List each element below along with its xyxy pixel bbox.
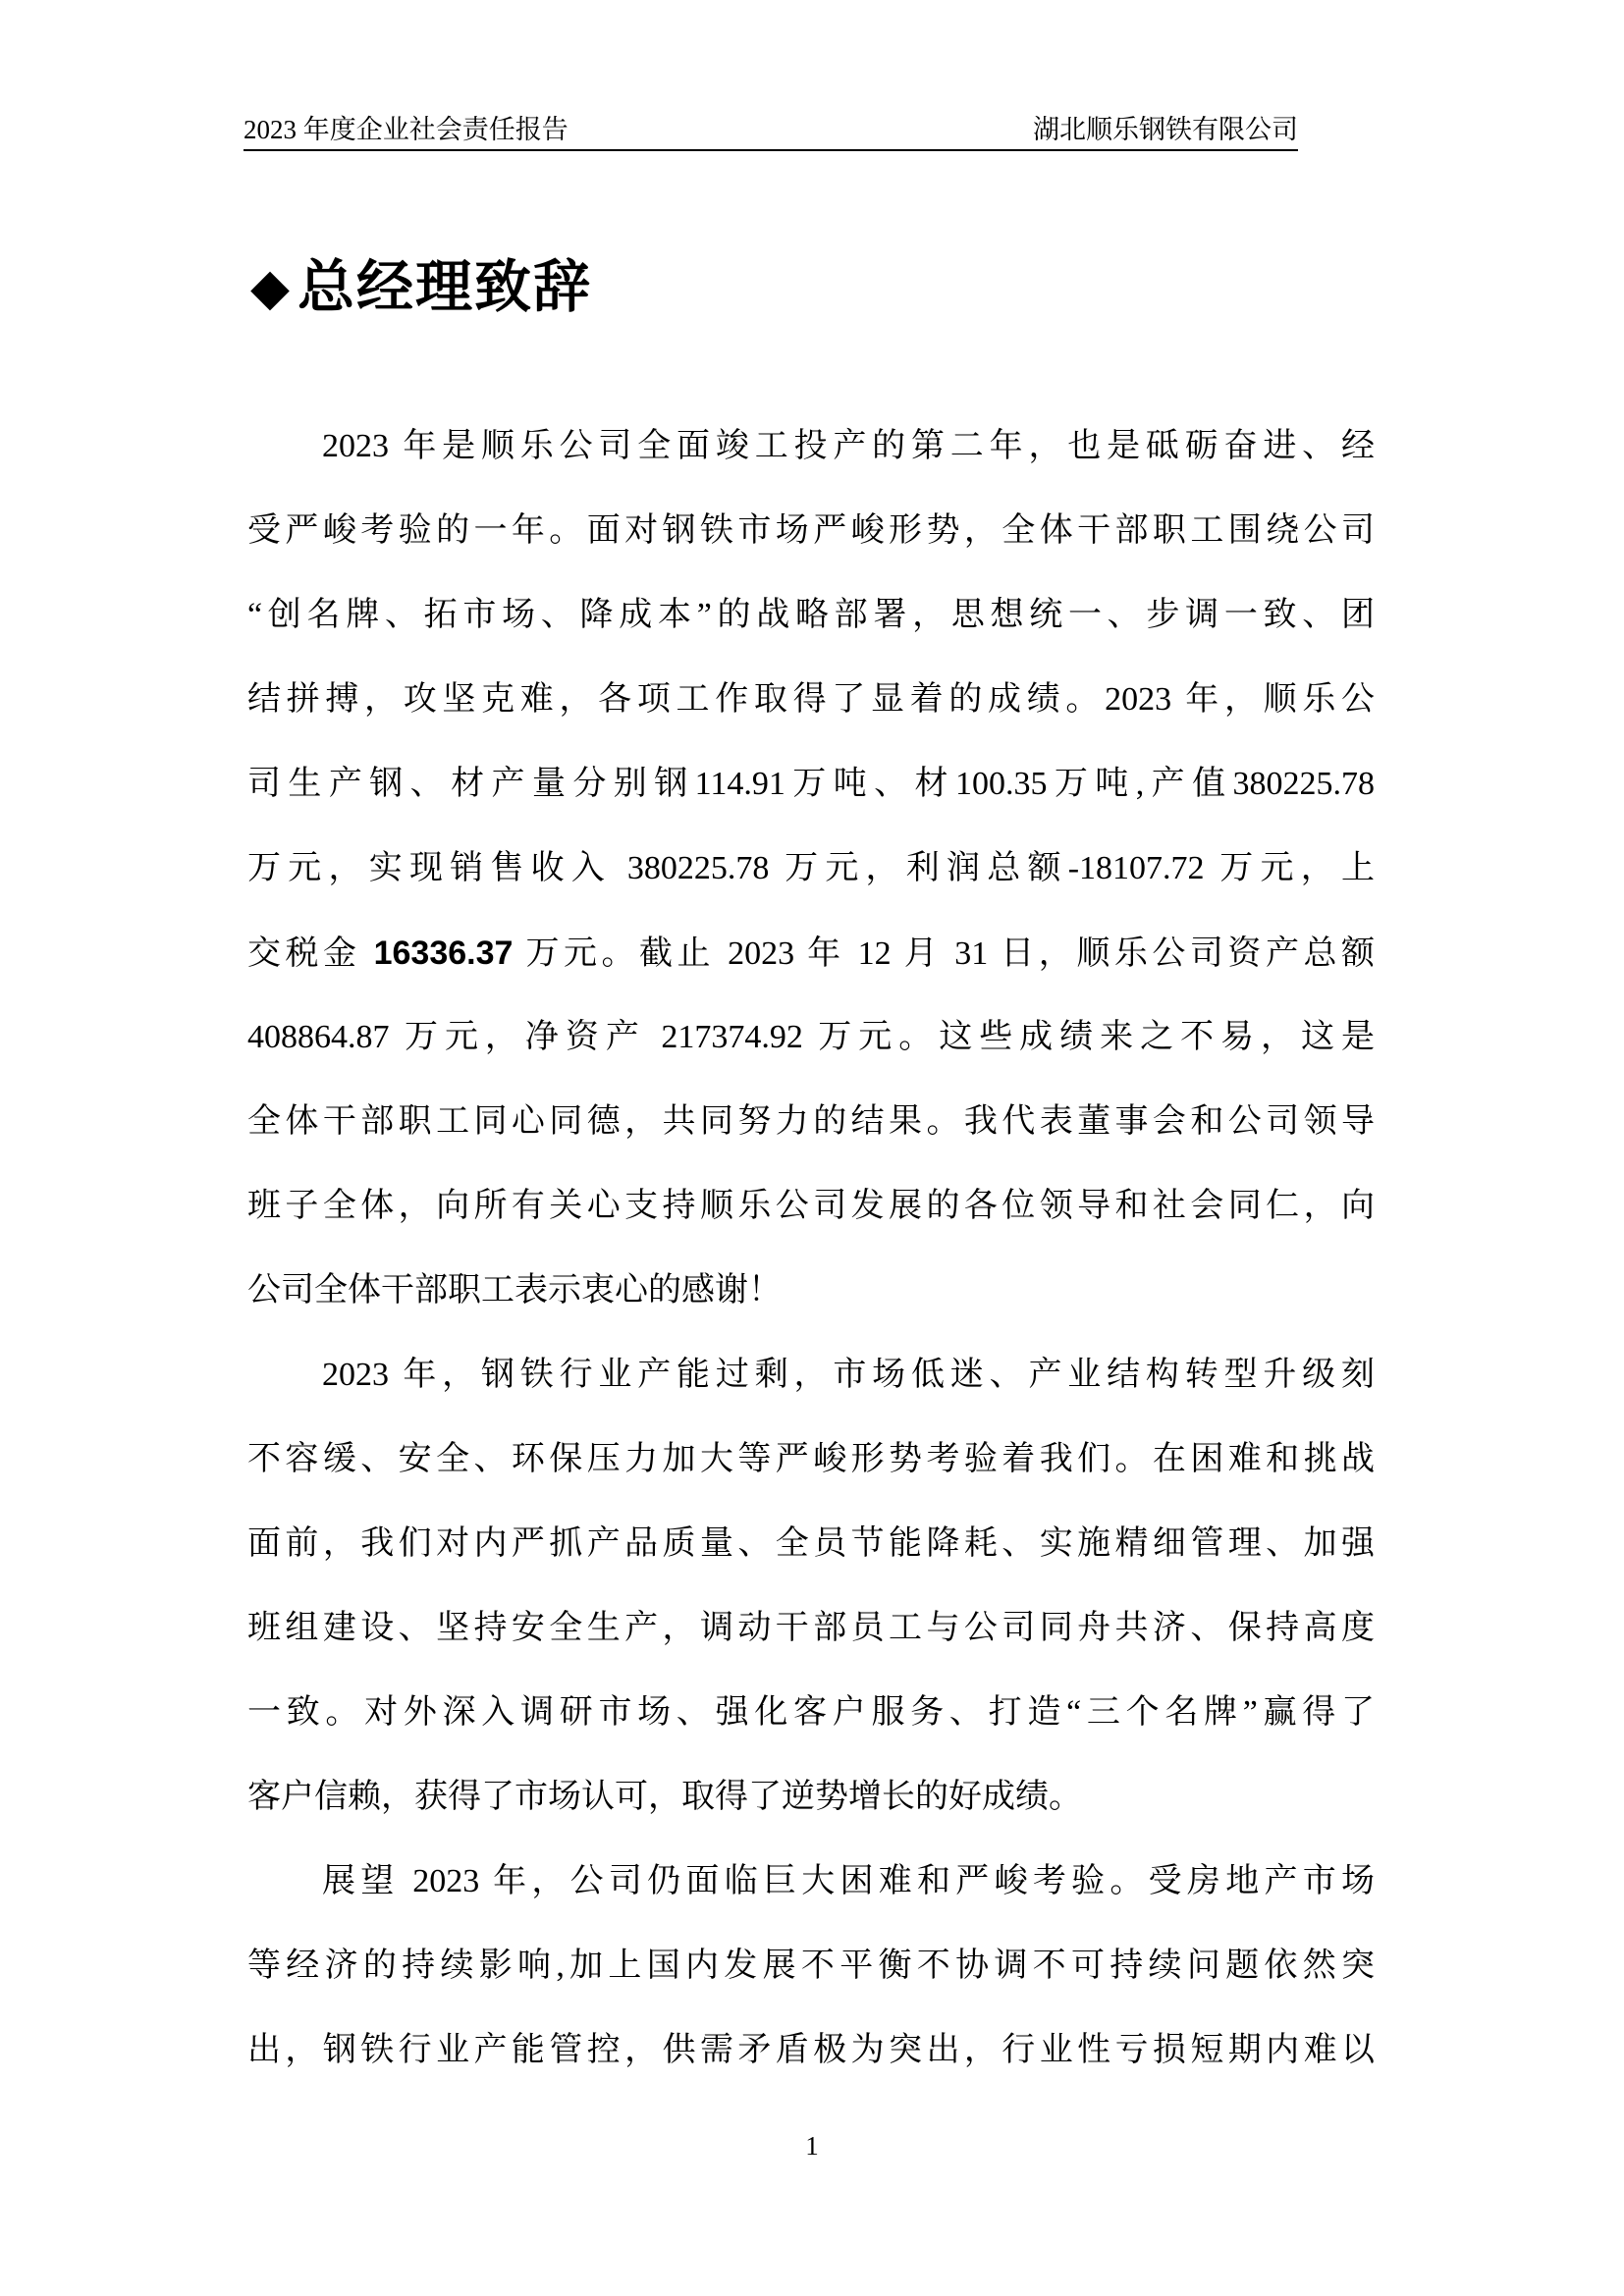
paragraph-3: [247, 1840, 1375, 2093]
page-number: 1: [805, 2131, 819, 2161]
body-line: 面前，我们对内严抓产品质量、全员节能降耗、实施精细管理、加强: [247, 1525, 1375, 1562]
body-line: 班组建设、坚持安全生产，调动干部员工与公司同舟共济、保持高度: [247, 1610, 1375, 1646]
header-company-name: 湖北顺乐钢铁有限公司: [1033, 115, 1298, 144]
line-text: 万元。截止 2023 年 12 月 31 日，顺乐公司资产总额: [513, 935, 1376, 972]
line-text: 交税金: [247, 935, 374, 972]
diamond-bullet-icon: ◆: [250, 259, 292, 316]
body-line: 班子全体，向所有关心支持顺乐公司发展的各位领导和社会同仁，向: [247, 1188, 1375, 1224]
paragraph-1: [247, 404, 1375, 1333]
body-line: “创名牌、拓市场、降成本”的战略部署，思想统一、步调一致、团: [247, 597, 1375, 633]
body-line: [247, 911, 1375, 995]
body-line: 展望 2023 年，公司仍面临巨大困难和严峻考验。受房地产市场: [322, 1863, 1375, 1899]
header-report-title: 2023 年度企业社会责任报告: [244, 115, 568, 144]
body-line: 2023 年是顺乐公司全面竣工投产的第二年，也是砥砺奋进、经: [322, 428, 1375, 464]
body-line: 等经济的持续影响,加上国内发展不平衡不协调不可持续问题依然突: [247, 1948, 1375, 1984]
body-line: 受严峻考验的一年。面对钢铁市场严峻形势，全体干部职工围绕公司: [247, 512, 1375, 549]
body-line: 出，钢铁行业产能管控，供需矛盾极为突出，行业性亏损短期内难以: [247, 2032, 1375, 2068]
body-line: 408864.87 万元，净资产 217374.92 万元。这些成绩来之不易，这是: [247, 1019, 1375, 1055]
body-line: 2023 年，钢铁行业产能过剩，市场低迷、产业结构转型升级刻: [322, 1357, 1375, 1393]
body-line: 结拼搏，攻坚克难，各项工作取得了显着的成绩。2023 年，顺乐公: [247, 681, 1375, 718]
body-line: 客户信赖，获得了市场认可，取得了逆势增长的好成绩。: [247, 1779, 1082, 1815]
tax-amount-bold: 16336.37: [373, 934, 514, 972]
body-line: 不容缓、安全、环保压力加大等严峻形势考验着我们。在困难和挑战: [247, 1441, 1375, 1477]
body-line: 司生产钢、材产量分别钢114.91万吨、材100.35万吨,产值380225.78: [247, 766, 1375, 802]
section-title: [250, 255, 592, 320]
body-line: 万元，实现销售收入 380225.78 万元，利润总额-18107.72 万元，上: [247, 850, 1375, 886]
body-line: 全体干部职工同心同德，共同努力的结果。我代表董事会和公司领导: [247, 1103, 1375, 1140]
body-text: [247, 404, 1375, 2093]
section-title-text: 总经理致辞: [298, 255, 593, 319]
body-line: 一致。对外深入调研市场、强化客户服务、打造“三个名牌”赢得了: [247, 1694, 1375, 1731]
page-footer: [0, 2130, 1624, 2162]
paragraph-2: [247, 1333, 1375, 1840]
page-header: [244, 114, 1298, 151]
body-line: 公司全体干部职工表示衷心的感谢！: [247, 1272, 782, 1308]
